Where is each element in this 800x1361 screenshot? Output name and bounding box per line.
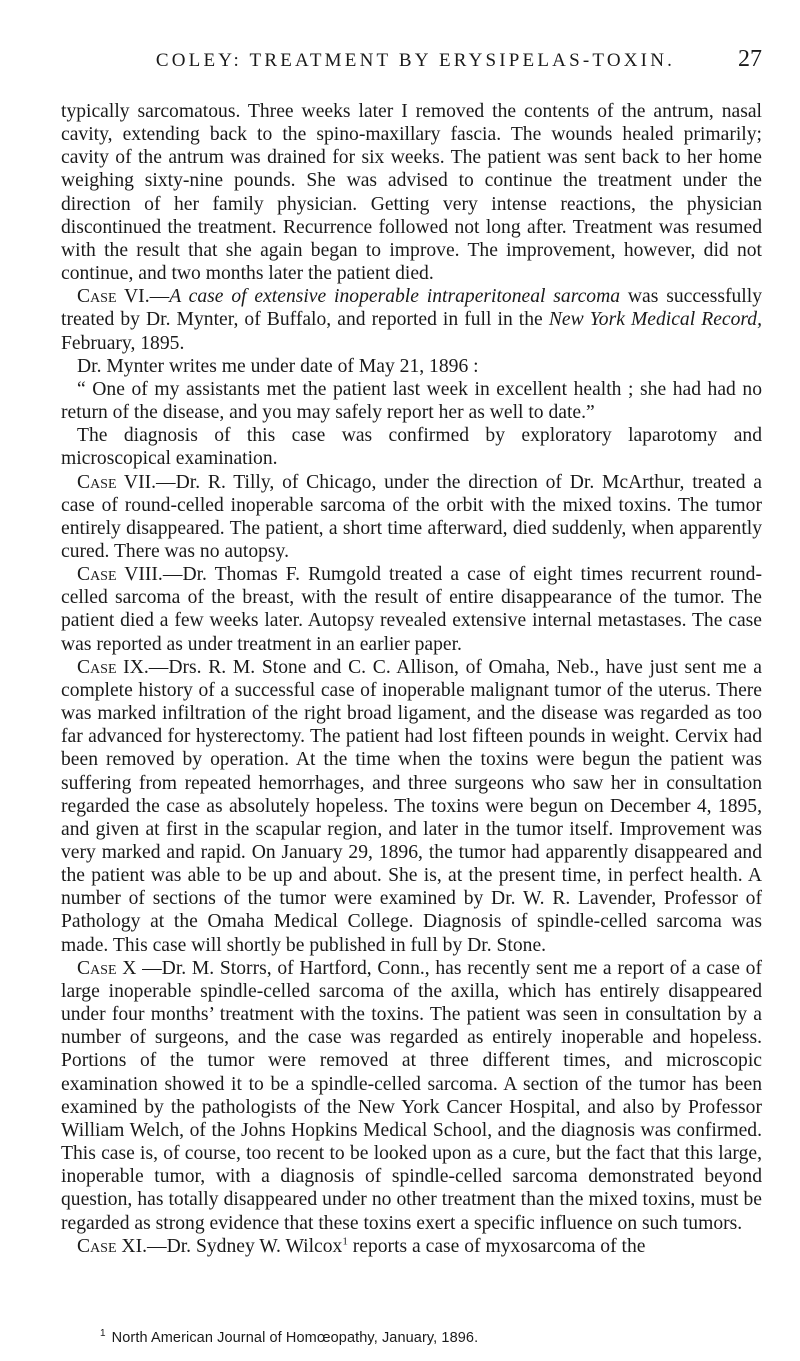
page-number: 27: [738, 46, 762, 72]
case-11-text-b: reports a case of myxosarcoma of the: [347, 1235, 646, 1257]
case-6-journal: New York Medical Record,: [548, 309, 762, 331]
paragraph-diagnosis: The diagnosis of this case was confirmed by exploratory laparotomy and microscopical examination.: [61, 425, 762, 470]
case-6-label: Case VI.: [77, 286, 150, 308]
running-head: [61, 46, 762, 84]
paragraph-continuation: typically sarcomatous. Three weeks later I removed the contents of the antrum, nasal cavity, extending back to the spino-maxillary fascia. The wounds healed primarily; cavity of the antrum was drained for six weeks. The patient was sent back to her home weighing sixty-nine pounds. She was advised to continue the treatment under the direction of her family physician. Getting very intense reactions, the physician discontinued the treatment. Recurrence followed not long after. Treatment was resumed with the result that she again began to improve. The improvement, however, did not continue, and two months later the patient died.: [61, 101, 762, 285]
running-head-title: COLEY: TREATMENT BY ERYSIPELAS-TOXIN.: [155, 50, 676, 71]
paragraph-mynter: Dr. Mynter writes me under date of May 21, 1896 :: [77, 355, 479, 377]
case-6-date: February, 1895.: [61, 332, 185, 354]
paragraph-case-10: [61, 957, 762, 1235]
case-6-text: was successfully treated by Dr. Mynter, of Buffalo, and reported in full in the: [61, 286, 762, 331]
case-8-label: Case VIII.: [77, 564, 163, 586]
case-10-label: Case X: [77, 957, 137, 979]
footnote-reference: 1: [342, 1235, 348, 1248]
case-6-title: A case of extensive inoperable intraperitoneal sarcoma: [169, 286, 621, 308]
paragraph-case-8: [61, 563, 762, 656]
paragraph-case-9: [61, 656, 762, 957]
paragraph-case-11: [61, 1235, 762, 1258]
paragraph-case-6: Case VI.—A case of extensive inoperable intraperitoneal sarcoma was successfully treated by Dr. Mynter, of Buffalo, and reported in full in the New York Medical Record, February, 1895.: [61, 286, 762, 354]
article-body: [61, 100, 762, 1258]
footnote: [100, 1330, 478, 1346]
paragraph-case-7: [61, 471, 762, 564]
case-7-label: Case VII.: [77, 471, 157, 493]
case-11-label: Case XI.: [77, 1235, 147, 1257]
case-7-text: —Dr. R. Tilly, of Chicago, under the direction of Dr. McArthur, treated a case of round-celled inoperable sarcoma of the orbit with the mixed toxins. The tumor entirely disappeared. The patient, a short time afterward, died suddenly, when apparently cured. There was no autopsy.: [61, 471, 762, 562]
case-8-text: —Dr. Thomas F. Rumgold treated a case of eight times recurrent round-celled sarcoma of the breast, with the result of entire disappearance of the tumor. The patient died a few weeks later. Autopsy revealed extensive internal metastases. The case was reported as under treatment in an earlier paper.: [61, 564, 762, 655]
case-10-text: —Dr. M. Storrs, of Hartford, Conn., has recently sent me a report of a case of large inoperable spindle-celled sarcoma of the axilla, which has entirely disappeared under four months’ treatment with the toxins. The patient was seen in consultation by a number of surgeons, and the case was regarded as entirely inoperable and hopeless. Portions of the tumor were removed at three different times, and microscopic examination showed it to be a spindle-celled sarcoma. A section of the tumor has been examined by the pathologists of the New York Cancer Hospital, and also by Professor William Welch, of the Johns Hopkins Medical School, and the diagnosis was confirmed. This case is, of course, too recent to be looked upon as a cure, but the fact that this large, inoperable tumor, with a diagnosis of spindle-celled sarcoma demonstrated beyond question, has totally disappeared under no other treatment than the mixed toxins, must be regarded as strong evidence that these toxins exert a specific influence on such tumors.: [61, 957, 762, 1234]
footnote-text: North American Journal of Homœopathy, January, 1896.: [111, 1330, 479, 1346]
footnote-marker: 1: [100, 1328, 106, 1340]
case-9-text: —Drs. R. M. Stone and C. C. Allison, of Omaha, Neb., have just sent me a complete history of a successful case of inoperable malignant tumor of the uterus. There was marked infiltration of the right broad ligament, and the disease was regarded as too far advanced for hysterectomy. The patient had lost fifteen pounds in weight. Cervix had been removed by operation. At the time when the toxins were begun the patient was suffering from repeated hemorrhages, and three surgeons who saw her in consultation regarded the case as absolutely hopeless. The toxins were begun on December 4, 1895, and given at first in the scapular region, and later in the tumor itself. Improvement was very marked and rapid. On January 29, 1896, the tumor had apparently disappeared and the patient was able to be up and about. She is, at the present time, in perfect health. A number of sections of the tumor were examined by Dr. W. R. Lavender, Professor of Pathology at the Omaha Medical College. Diagnosis of spindle-celled sarcoma was made. This case will shortly be published in full by Dr. Stone.: [61, 656, 762, 956]
paragraph-quote: “ One of my assistants met the patient last week in excellent health ; she had had no return of the disease, and you may safely report her as well to date.”: [61, 378, 762, 424]
case-9-label: Case IX.: [77, 656, 149, 678]
case-11-text-a: —Dr. Sydney W. Wilcox: [147, 1235, 343, 1257]
